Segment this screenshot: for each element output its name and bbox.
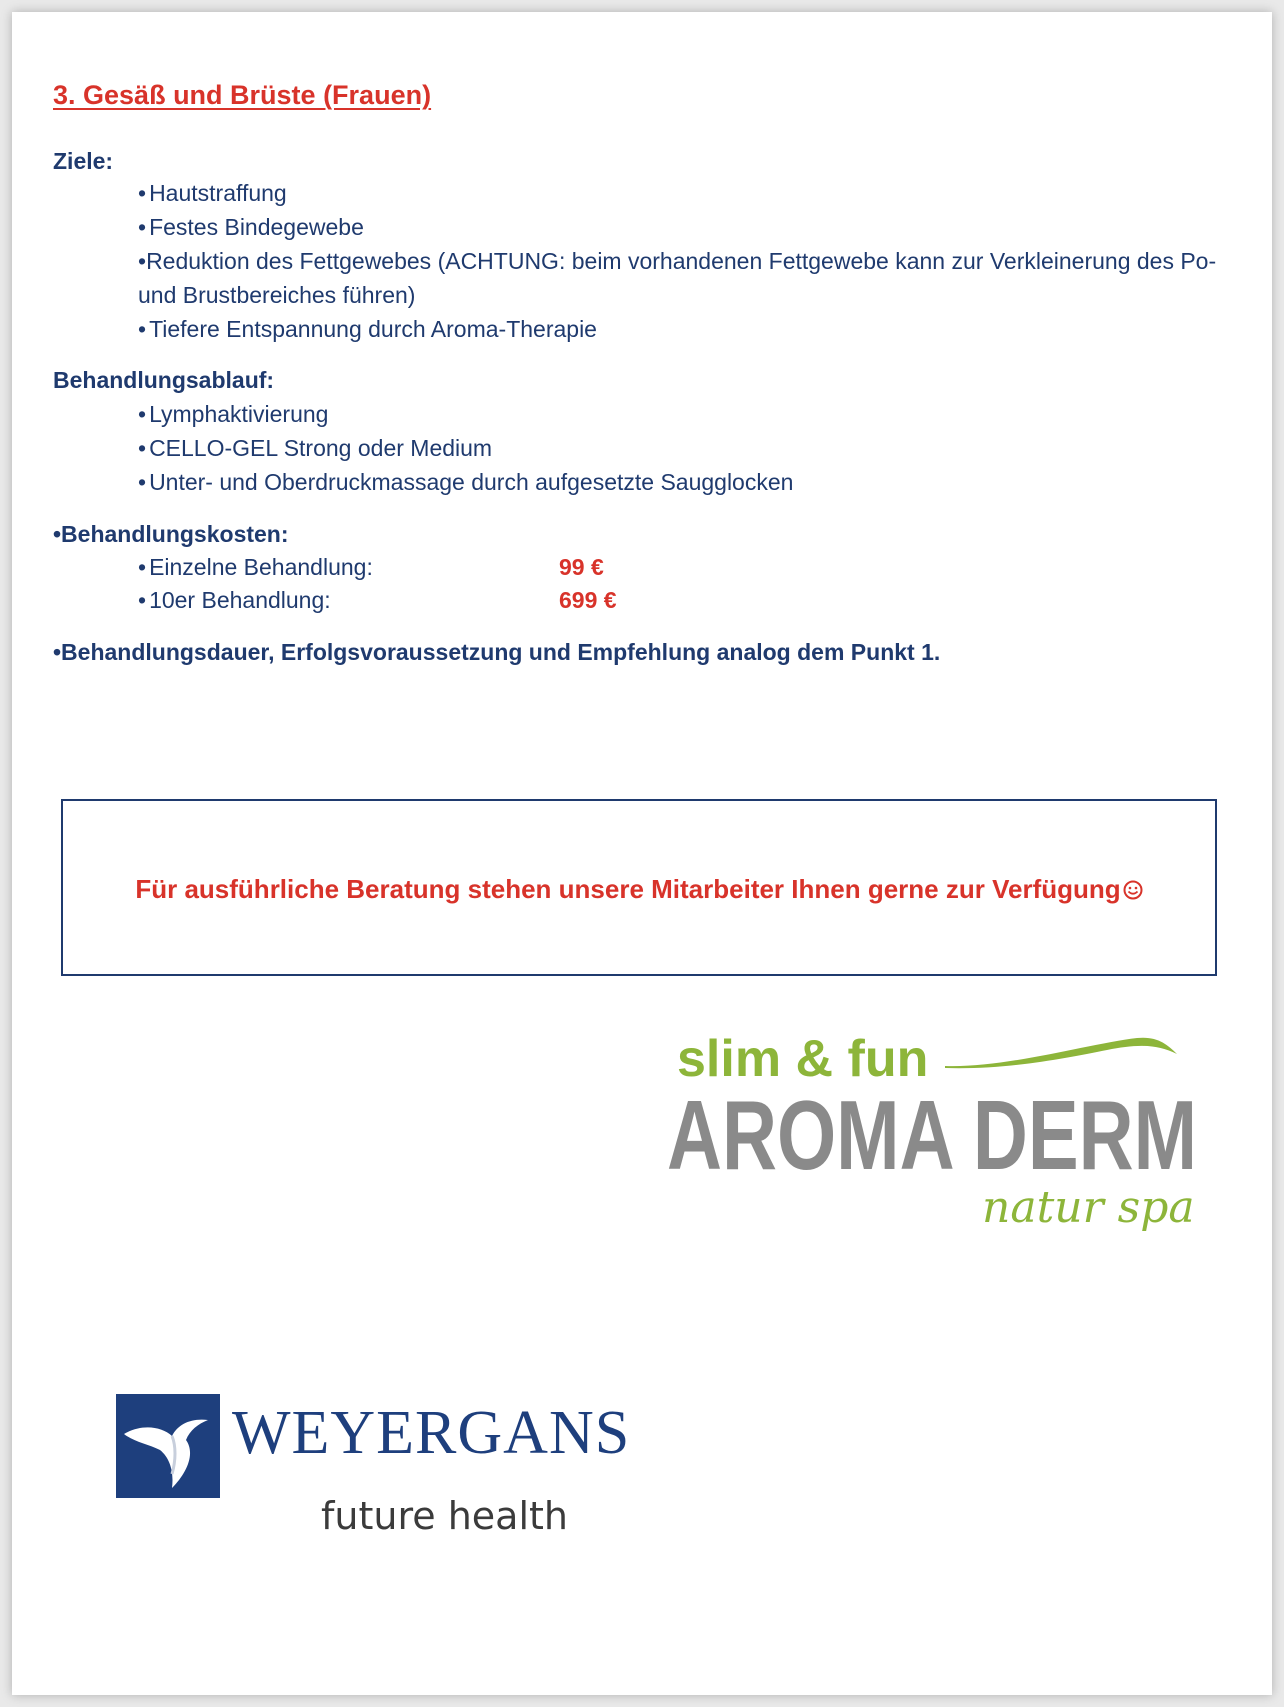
cost-item-price: 699 € — [559, 587, 617, 613]
goal-item: • Hautstraffung — [138, 180, 287, 206]
procedure-item: • Unter- und Oberdruckmassage durch aufgesetzte Saugglocken — [138, 469, 794, 495]
goal-item: •Reduktion des Fettgewebes (ACHTUNG: beim vorhandenen Fettgewebe kann zur Verkleinerung des Po- und Brustbereiches führen) — [138, 248, 1217, 308]
consultation-text: Für ausführliche Beratung stehen unsere Mitarbeiter Ihnen gerne zur Verfügung — [63, 874, 1215, 905]
duration-note: •Behandlungsdauer, Erfolgsvoraussetzung und Empfehlung analog dem Punkt 1. — [53, 639, 941, 665]
goals-label: Ziele: — [53, 148, 114, 174]
section-heading: 3. Gesäß und Brüste (Frauen) — [53, 80, 432, 110]
document-page — [12, 12, 1272, 1695]
procedure-item: • Lymphaktivierung — [138, 401, 329, 427]
cost-item-label: • Einzelne Behandlung: — [138, 554, 373, 580]
cost-item-price: 99 € — [559, 554, 604, 580]
procedure-item: • CELLO-GEL Strong oder Medium — [138, 435, 493, 461]
logo-aroma-derm: AROMA DERM — [667, 1080, 1197, 1190]
costs-label: •Behandlungskosten: — [53, 521, 289, 547]
logo-natur-spa: natur spa — [982, 1182, 1195, 1233]
aroma-derm-logo — [667, 1024, 1227, 1264]
weyergans-swan-icon — [116, 1394, 220, 1498]
consultation-box — [61, 799, 1217, 976]
logo-slim-fun: slim & fun — [677, 1030, 929, 1088]
goal-item: • Festes Bindegewebe — [138, 214, 364, 240]
goal-item: • Tiefere Entspannung durch Aroma-Therapie — [138, 316, 597, 342]
weyergans-logo — [116, 1394, 656, 1554]
smiley-icon — [1123, 880, 1143, 900]
cost-item-label: • 10er Behandlung: — [138, 587, 331, 613]
weyergans-name: WEYERGANS — [232, 1399, 631, 1467]
procedure-label: Behandlungsablauf: — [53, 367, 275, 393]
logo-swoosh — [945, 1038, 1177, 1069]
weyergans-tagline: future health — [321, 1494, 568, 1538]
